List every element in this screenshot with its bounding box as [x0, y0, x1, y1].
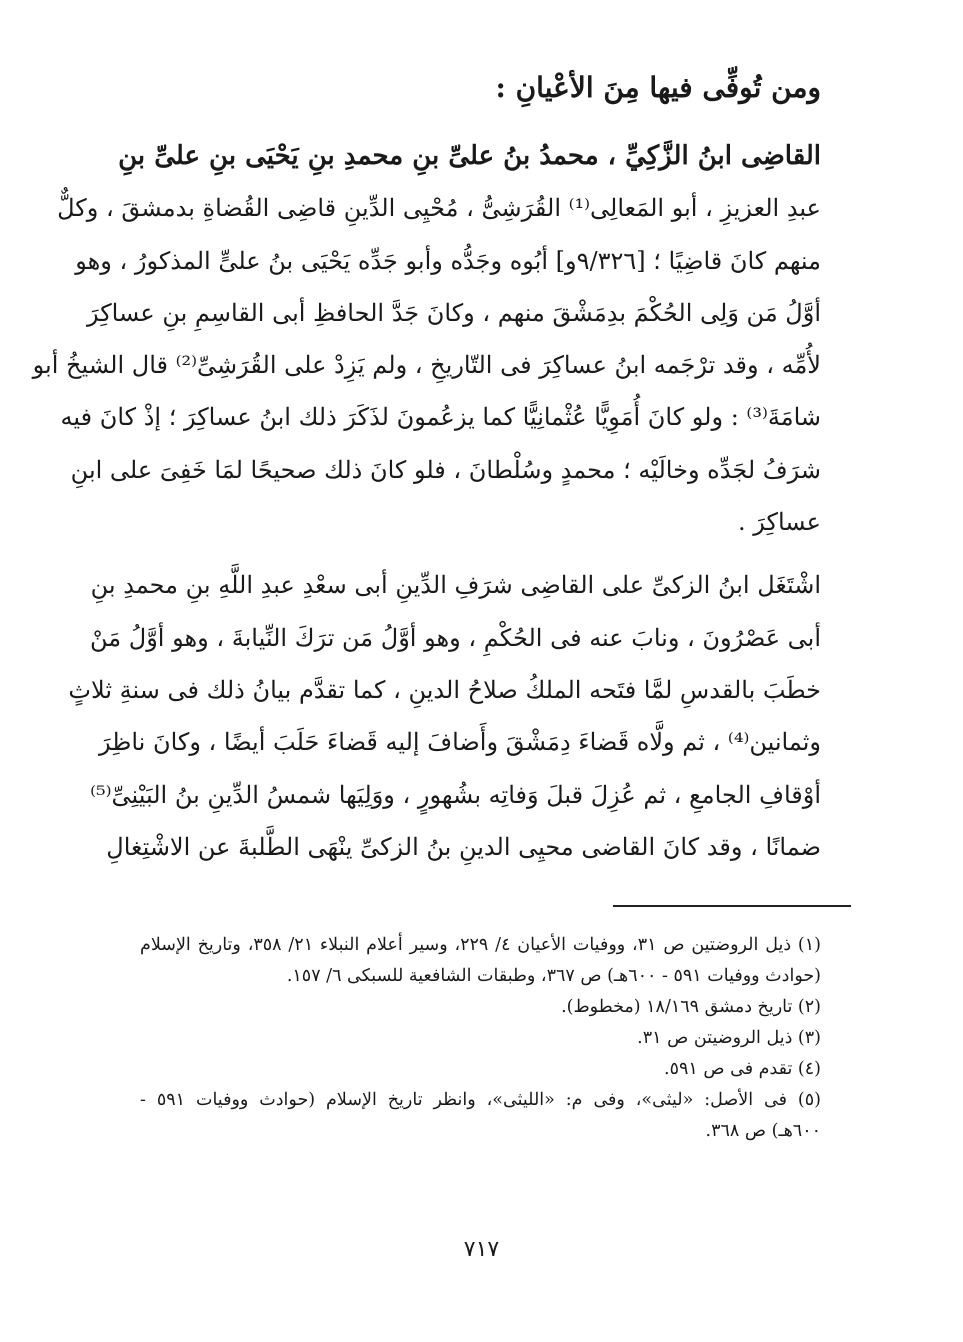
body-line: أبى عَصْرُونَ ، ونابَ عنه فى الحُكْمِ ، وهو أوَّلُ مَن ترَكَ النِّيابةَ ، وهو أوَّلُ مَنْ — [90, 623, 821, 652]
footnotes — [140, 930, 821, 1147]
body-line: ضمانًا ، وقد كانَ القاضى محيِى الدينِ بنُ الزكىِّ ينْهَى الطَّلبةَ عن الاشْتِغالِ — [106, 832, 821, 861]
paragraph-gap — [143, 548, 821, 559]
footnote-separator — [613, 905, 851, 907]
page-number: ٧١٧ — [463, 1237, 500, 1262]
body-line: شامَةَ⁽³⁾ : ولو كانَ أُمَوِيًّا عُثْمانِيًّا كما يزعُمونَ لذَكَرَ ذلك ابنُ عساكِرَ ؛ إذْ كانَ فيه — [60, 403, 821, 432]
body-line: أوْقافِ الجامعِ ، ثم عُزِلَ قبلَ وَفاتِه بشُهورٍ ، ووَلِيَها شمسُ الدِّينِ بنُ البَيْنِىِّ⁽⁵⁾ — [90, 780, 821, 809]
section-heading: ومن تُوفِّى فيها مِنَ الأعْيانِ : — [495, 71, 821, 104]
body-line: القاضِى ابنُ الزَّكِيِّ ، محمدُ بنُ علىِّ بنِ محمدِ بنِ يَحْيَى بنِ علىِّ بنِ — [118, 141, 821, 171]
body-line: عساكِرَ . — [738, 508, 821, 537]
footnote-line: ٦٠٠هـ) ص ٣٦٨. — [705, 1121, 821, 1141]
body-line: اشْتَغَل ابنُ الزكىِّ على القاضِى شرَفِ الدِّينِ أبى سعْدِ عبدِ اللَّهِ بنِ محمدِ بنِ — [90, 571, 821, 600]
body-line: خطَبَ بالقدسِ لمَّا فتَحه الملكُ صلاحُ الدينِ ، كما تقدَّم بيانُ ذلك فى سنةِ ثلاثٍ — [68, 675, 821, 704]
body-line: شرَفُ لجَدِّه وخالَيْه ؛ محمدٍ وسُلْطانَ ، فلو كانَ ذلك صحيحًا لمَا خَفِىَ على ابنِ — [70, 455, 821, 484]
body-line: لأُمِّه ، وقد ترْجَمه ابنُ عساكِرَ فى التّاريخِ ، ولم يَزِدْ على القُرَشِىِّ⁽²⁾ قال الشيخُ أبو — [32, 351, 821, 380]
footnote-line: (حوادث ووفيات ٥٩١ - ٦٠٠هـ) ص ٣٦٧، وطبقات الشافعية للسبكى ٦/ ١٥٧. — [286, 966, 821, 986]
body-line: أوَّلُ مَن وَلِى الحُكْمَ بدِمَشْقَ منهم ، وكانَ جَدَّ الحافظِ أبى القاسِمِ بنِ عساكِرَ — [87, 298, 821, 327]
body-text — [32, 130, 821, 873]
footnote-line: (٣) ذيل الروضيتن ص ٣١. — [637, 1028, 821, 1048]
footnote-line: (٤) تقدم فى ص ٥٩١. — [664, 1059, 821, 1079]
body-line: وثمانين⁽⁴⁾ ، ثم ولَّاه قَضاءَ دِمَشْقَ وأَضافَ إليه قَضاءَ حَلَبَ أيضًا ، وكانَ ناظِرَ — [99, 728, 821, 757]
body-line: منهم كانَ قاضِيًا ؛ [٩/٣٢٦و] أبُوه وجَدُّه وأبو جَدِّه يَحْيَى بنُ علىٍّ المذكورُ ، وهو — [75, 246, 821, 275]
footnote-line: (١) ذيل الروضتين ص ٣١، ووفيات الأعيان ٤/ ٢٢٩، وسير أعلام النبلاء ٢١/ ٣٥٨، وتاريخ الإسلام — [140, 935, 821, 955]
footnote-line: (٢) تاريخ دمشق ١٨/١٦٩ (مخطوط). — [561, 997, 821, 1017]
footnote-line: (٥) فى الأصل: «ليثى»، وفى م: «الليثى»، وانظر تاريخ الإسلام (حوادث ووفيات ٥٩١ - — [140, 1090, 821, 1110]
body-line: عبدِ العزيزِ ، أبو المَعالِى⁽¹⁾ القُرَشِىُّ ، مُحْيِى الدِّينِ قاضِى القُضاةِ بدمشقَ ، وكلٌّ — [57, 194, 821, 223]
